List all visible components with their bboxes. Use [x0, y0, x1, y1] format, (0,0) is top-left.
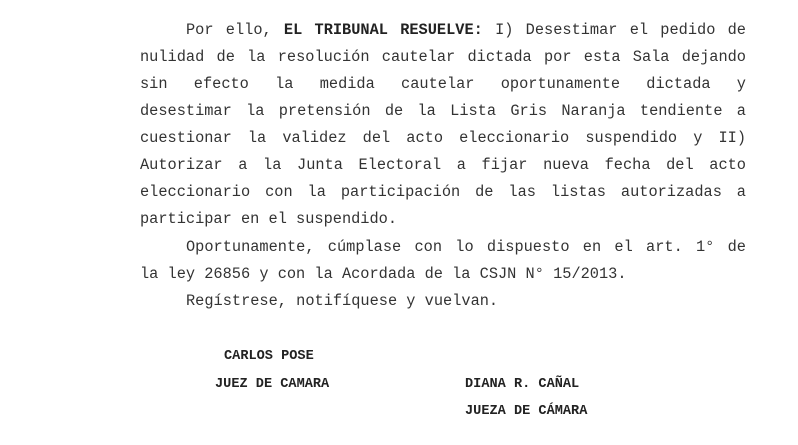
resolution-first-line	[186, 20, 746, 40]
resolution-last-line: participar en el suspendido.	[140, 210, 398, 228]
resolution-line: eleccionario con la participación de las listas autorizadas a	[140, 183, 746, 201]
closing-formula: Regístrese, notifíquese y vuelvan.	[186, 292, 499, 310]
resolution-line: Autorizar a la Junta Electoral a fijar nueva fecha del acto	[140, 156, 746, 174]
resolution-first-line-rest: I) Desestimar el pedido de	[482, 21, 746, 39]
signature-right-name: DIANA R. CAÑAL	[465, 377, 580, 392]
resolution-line: sin efecto la medida cautelar oportunamente dictada y	[140, 75, 746, 93]
signature-right-title: JUEZA DE CÁMARA	[465, 404, 588, 419]
resolution-keyword: EL TRIBUNAL RESUELVE:	[283, 21, 483, 39]
resolution-line: nulidad de la resolución cautelar dictada por esta Sala dejando	[140, 48, 746, 66]
compliance-line-1: Oportunamente, cúmplase con lo dispuesto en el art. 1° de	[186, 238, 746, 256]
resolution-intro: Por ello,	[186, 21, 284, 39]
compliance-line-2: la ley 26856 y con la Acordada de la CSJN N° 15/2013.	[140, 265, 627, 283]
signature-left-name: CARLOS POSE	[224, 349, 314, 364]
signature-left-title: JUEZ DE CAMARA	[215, 377, 330, 392]
resolution-line: desestimar la pretensión de la Lista Gris Naranja tendiente a	[140, 102, 746, 120]
resolution-line: cuestionar la validez del acto eleccionario suspendido y II)	[140, 129, 746, 147]
